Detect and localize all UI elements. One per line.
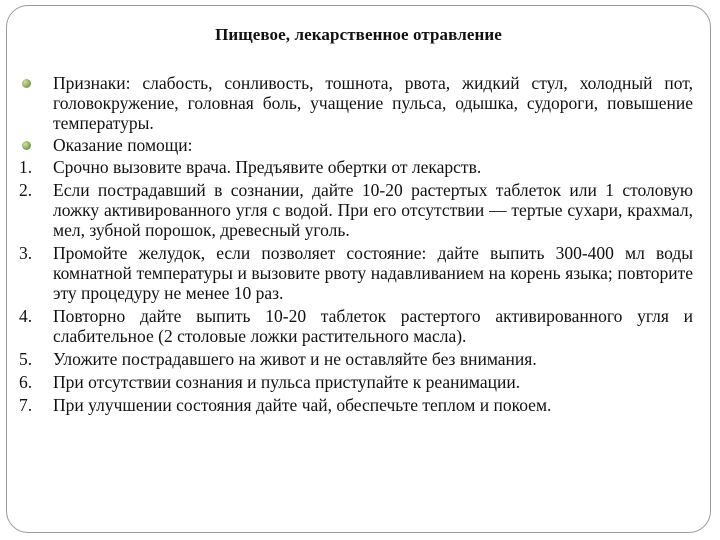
list-item-number: 5. [19,349,33,369]
list-item-text: Промойте желудок, если позволяет состояние: дайте выпить 300-400 мл воды комнатной температуры и вызовите рвоту надавливанием на корень языка; повторите эту процедуру не менее 10 раз. [53,243,693,303]
bullet-icon [22,141,31,150]
list-item-number: 3. [19,243,33,263]
list-item-step-7 [19,395,693,415]
list-item-number: 4. [19,306,33,326]
list-item-number: 1. [19,157,33,177]
list-item-number: 6. [19,372,33,392]
list-item-text: Повторно дайте выпить 10-20 таблеток растертого активированного угля и слабительное (2 столовые ложки растительного масла). [53,306,693,346]
list-item-text: Срочно вызовите врача. Предъявите обертки от лекарств. [53,157,482,177]
list-item-step-2 [19,180,693,240]
list-item-step-6 [19,372,693,392]
slide-title: Пищевое, лекарственное отравление [215,25,502,44]
list-item-text: При улучшении состояния дайте чай, обеспечьте теплом и покоем. [53,395,552,415]
slide-content [19,73,693,418]
list-item-number: 7. [19,395,33,415]
list-item-first-aid [19,135,693,155]
list-item-step-4 [19,306,693,346]
list-item-text: При отсутствии сознания и пульса приступайте к реанимации. [53,372,521,392]
list-item-step-5 [19,349,693,369]
bullet-icon [22,79,31,88]
list-item-step-1 [19,157,693,177]
list-item-number: 2. [19,180,33,200]
list-item-text: Признаки: слабость, сонливость, тошнота, рвота, жидкий стул, холодный пот, головокружение, головная боль, учащение пульса, одышка, судороги, повышение температуры. [53,73,693,133]
slide [6,5,711,533]
list-item-text: Если пострадавший в сознании, дайте 10-20 растертых таблеток или 1 столовую ложку активированного угля с водой. При его отсутствии — тертые сухари, крахмал, мел, зубной порошок, древесный уголь. [53,180,693,240]
list-item-step-3 [19,243,693,303]
list-item-text: Уложите пострадавшего на живот и не оставляйте без внимания. [53,349,537,369]
list-item-symptoms [19,73,693,133]
list-item-text: Оказание помощи: [53,135,193,155]
